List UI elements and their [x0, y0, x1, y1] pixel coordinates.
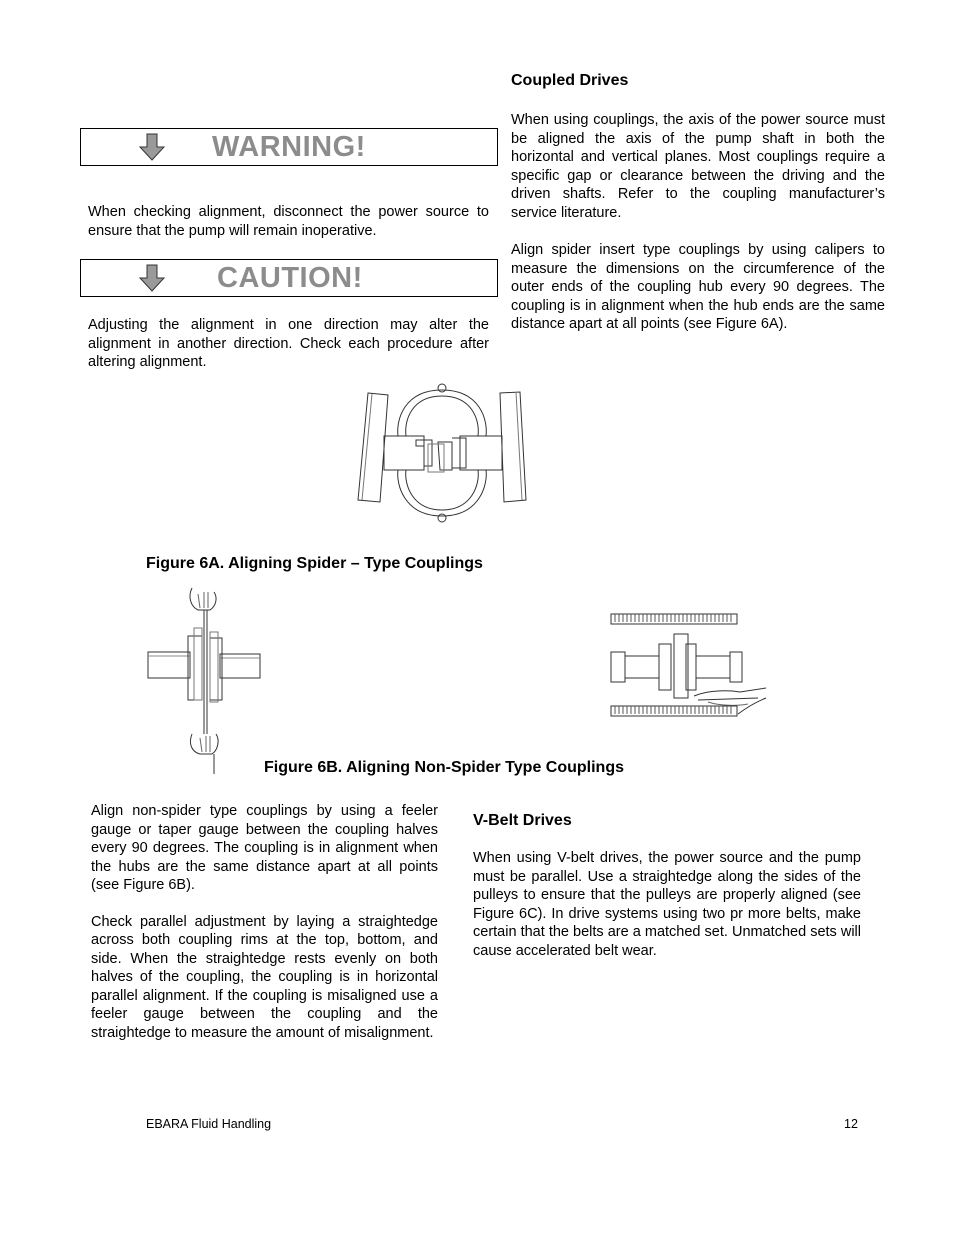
coupled-drives-section	[511, 72, 885, 334]
coupled-drives-heading: Coupled Drives	[511, 72, 629, 89]
down-arrow-icon	[138, 133, 166, 166]
vbelt-drives-heading: V-Belt Drives	[473, 812, 572, 829]
figure-6b-feeler-gauge-illustration	[144, 584, 268, 776]
warning-box	[80, 128, 498, 166]
non-spider-paragraph-2: Check parallel adjustment by laying a straightedge across both coupling rims at the top, bottom, and side. When the straightedge rests evenly on both halves of the coupling, the coupling is in horizontal parallel alignment. If the coupling is misaligned use a feeler gauge between the coupling and the straightedge to measure the amount of misalignment.	[91, 913, 438, 1041]
warning-title: WARNING!	[212, 131, 366, 163]
down-arrow-icon	[138, 264, 166, 297]
warning-text: When checking alignment, disconnect the power source to ensure that the pump will remain inoperative.	[88, 204, 489, 239]
footer-page-number: 12	[844, 1117, 858, 1131]
figure-6a-caption: Figure 6A. Aligning Spider – Type Couplings	[146, 555, 483, 572]
caution-text: Adjusting the alignment in one direction may alter the alignment in another direction. Check each procedure after altering alignment.	[88, 317, 489, 370]
footer-company: EBARA Fluid Handling	[146, 1117, 272, 1131]
vbelt-drives-paragraph: When using V-belt drives, the power source and the pump must be parallel. Use a straightedge along the sides of the pulleys to ensure that the pulleys are properly aligned (see Figure 6C). In drive systems using two pr more belts, make certain that the belts are a matched set. Unmatched sets will cause accelerated belt wear.	[473, 850, 861, 959]
caution-title: CAUTION!	[217, 262, 363, 294]
figure-6b-straightedge-illustration	[608, 610, 770, 722]
vbelt-drives-section	[473, 812, 861, 960]
figure-6a-illustration	[354, 380, 530, 525]
coupled-drives-paragraph-1: When using couplings, the axis of the power source must be aligned the axis of the pump shaft in both the horizontal and vertical planes. Most couplings require a specific gap or clearance between the driving and the driven shafts. Refer to the coupling manufacturer’s service literature.	[511, 112, 885, 221]
non-spider-section	[91, 802, 438, 1042]
coupled-drives-paragraph-2: Align spider insert type couplings by using calipers to measure the dimensions on the circumference of the outer ends of the coupling hub every 90 degrees. The coupling is in alignment when the hub ends are the same distance apart at all points (see Figure 6A).	[511, 242, 885, 332]
figure-6b-caption: Figure 6B. Aligning Non-Spider Type Couplings	[264, 759, 624, 776]
caution-box	[80, 259, 498, 297]
non-spider-paragraph-1: Align non-spider type couplings by using a feeler gauge or taper gauge between the coupling halves every 90 degrees. The coupling is in alignment when the hubs are the same distance apart at all points (see Figure 6B).	[91, 803, 438, 893]
